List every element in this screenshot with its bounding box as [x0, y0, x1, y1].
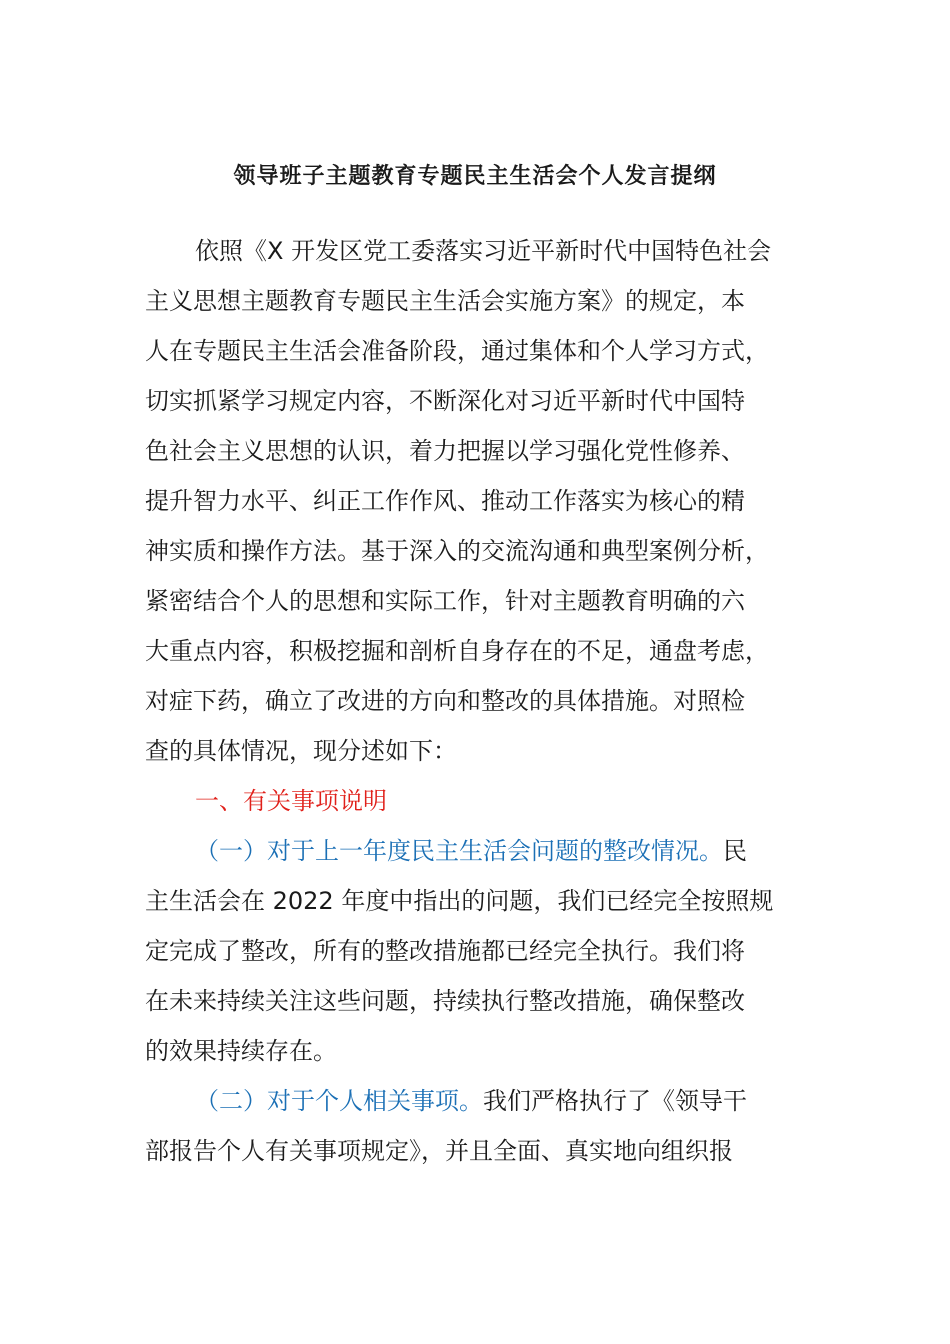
- subsection-line: [195, 1083, 747, 1119]
- paragraph-line: 切实抓紧学习规定内容，不断深化对习近平新时代中国特: [145, 387, 745, 415]
- paragraph-line: 神实质和操作方法。基于深入的交流沟通和典型案例分析，: [145, 537, 769, 565]
- paragraph-text: 民: [723, 837, 747, 865]
- paragraph-line: 提升智力水平、纠正工作作风、推动工作落实为核心的精: [145, 487, 745, 515]
- paragraph-line: 主义思想主题教育专题民主生活会实施方案》的规定，本: [145, 287, 745, 315]
- subsection-line: [195, 833, 747, 869]
- paragraph-line: 部报告个人有关事项规定》，并且全面、真实地向组织报: [145, 1137, 733, 1165]
- paragraph-line: 的效果持续存在。: [145, 1037, 337, 1065]
- section-heading: 一、有关事项说明: [195, 787, 387, 815]
- paragraph-line: 查的具体情况，现分述如下：: [145, 737, 457, 765]
- paragraph-line: 定完成了整改，所有的整改措施都已经完全执行。我们将: [145, 937, 745, 965]
- paragraph-line: 色社会主义思想的认识，着力把握以学习强化党性修养、: [145, 437, 745, 465]
- paragraph-line: 人在专题民主生活会准备阶段，通过集体和个人学习方式，: [145, 337, 769, 365]
- paragraph-line: 对症下药，确立了改进的方向和整改的具体措施。对照检: [145, 687, 745, 715]
- paragraph-line: 依照《X 开发区党工委落实习近平新时代中国特色社会: [195, 237, 772, 265]
- paragraph-line: 在未来持续关注这些问题，持续执行整改措施，确保整改: [145, 987, 745, 1015]
- subsection-heading: （二）对于个人相关事项。: [195, 1087, 483, 1115]
- subsection-heading: （一）对于上一年度民主生活会问题的整改情况。: [195, 837, 723, 865]
- paragraph-line: 主生活会在 2022 年度中指出的问题，我们已经完全按照规: [145, 887, 774, 915]
- document-title: 领导班子主题教育专题民主生活会个人发言提纲: [233, 164, 717, 189]
- paragraph-text: 我们严格执行了《领导干: [483, 1087, 747, 1115]
- paragraph-line: 大重点内容，积极挖掘和剖析自身存在的不足，通盘考虑，: [145, 637, 769, 665]
- paragraph-line: 紧密结合个人的思想和实际工作，针对主题教育明确的六: [145, 587, 745, 615]
